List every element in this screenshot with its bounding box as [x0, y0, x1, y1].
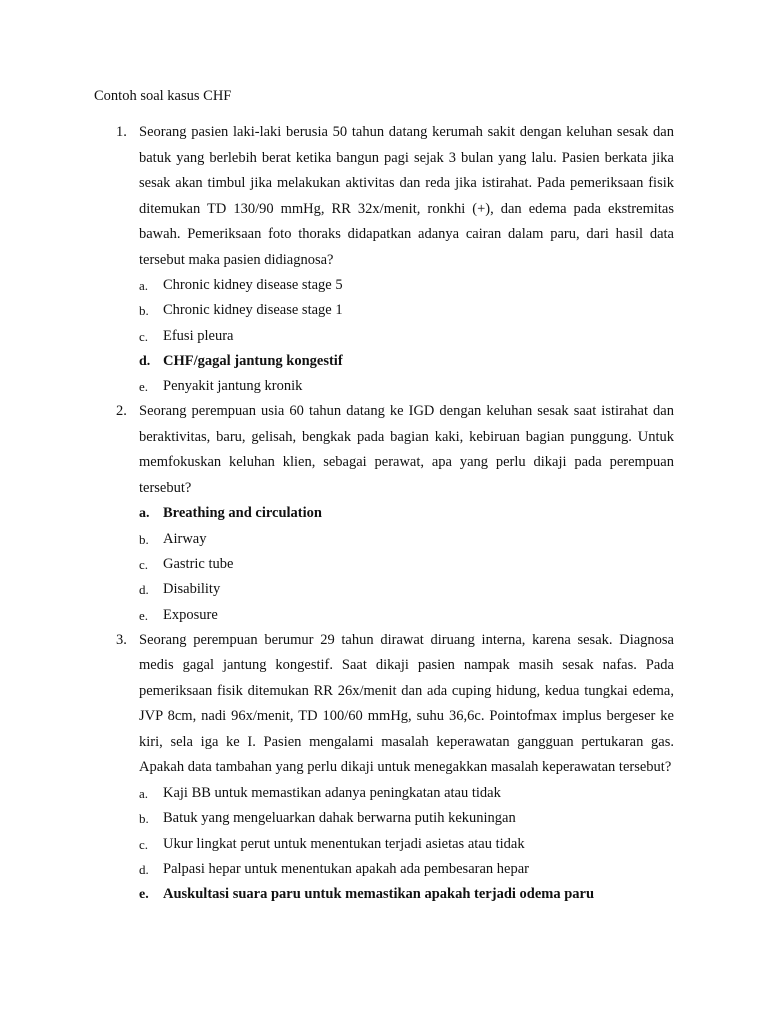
- option-text: Auskultasi suara paru untuk memastikan apakah terjadi odema paru: [163, 886, 595, 903]
- option-text: CHF/gagal jantung kongestif: [163, 352, 343, 369]
- option-letter: d.: [139, 861, 149, 877]
- option-b: [139, 527, 674, 552]
- option-text: Chronic kidney disease stage 5: [163, 277, 343, 293]
- document-title: Contoh soal kasus CHF: [94, 88, 232, 104]
- option-text: Disability: [163, 581, 221, 598]
- answer-options: [139, 273, 674, 399]
- answer-options: [139, 501, 674, 627]
- option-letter: c.: [139, 328, 149, 344]
- option-letter: c.: [139, 557, 149, 573]
- option-d: [139, 577, 674, 602]
- question-text: Seorang pasien laki-laki berusia 50 tahun datang kerumah sakit dengan keluhan sesak dan batuk yang berlebih berat ketika bangun pagi sejak 3 bulan yang lalu. Pasien berkata jika sesak akan timbul jika melakukan aktivitas dan reda jika istirahat. Pada pemeriksaan fisik ditemukan TD 130/90 mmHg, RR 32x/menit, ronkhi (+), dan edema pada ekstremitas bawah. Pemeriksaan foto thoraks didapatkan adanya cairan dalam paru, dari hasil data tersebut maka pasien didiagnosa?: [139, 124, 674, 268]
- option-letter: e.: [139, 887, 149, 903]
- option-letter: e.: [139, 607, 149, 623]
- answer-options: [139, 781, 674, 907]
- question-text: Seorang perempuan berumur 29 tahun dirawat diruang interna, karena sesak. Diagnosa medis gagal jantung kongestif. Saat dikaji pasien nampak masih sesak nafas. Pada pemeriksaan fisik ditemukan RR 26x/menit dan ada cuping hidung, kedua tungkai edema, JVP 8cm, nadi 96x/menit, TD 100/60 mmHg, suhu 36,6c. Pointofmax implus bergeser ke kiri, sela iga ke I. Pasien mengalami masalah keperawatan gangguan pertukaran gas. Apakah data tambahan yang perlu dikaji untuk menegakkan masalah keperawatan tersebut?: [139, 631, 674, 776]
- option-a: [139, 273, 674, 298]
- option-letter: b.: [139, 303, 149, 319]
- option-text: Efusi pleura: [163, 327, 234, 344]
- option-a: [139, 781, 674, 806]
- option-text: Airway: [163, 530, 207, 547]
- option-letter: a.: [139, 785, 149, 801]
- question-text: Seorang perempuan usia 60 tahun datang ke IGD dengan keluhan sesak saat istirahat dan beraktivitas, baru, gelisah, bengkak pada bagian kaki, kebiruan bagian punggung. Untuk memfokuskan keluhan klien, sebagai perawat, apa yang perlu dikaji pada perempuan tersebut?: [139, 403, 674, 496]
- option-e-correct-answer: [139, 882, 674, 907]
- option-letter: d.: [139, 353, 151, 369]
- option-e: [139, 374, 674, 399]
- option-a-correct-answer: [139, 501, 674, 526]
- option-text: Penyakit jantung kronik: [163, 378, 303, 395]
- option-text: Kaji BB untuk memastikan adanya peningkatan atau tidak: [163, 784, 501, 801]
- question-number: 3.: [116, 631, 127, 648]
- option-text: Palpasi hepar untuk menentukan apakah ada pembesaran hepar: [163, 860, 529, 877]
- option-letter: d.: [139, 582, 149, 598]
- option-text: Chronic kidney disease stage 1: [163, 302, 343, 319]
- question-1: [94, 120, 674, 399]
- option-letter: a.: [139, 506, 150, 522]
- option-e: [139, 603, 674, 628]
- option-d-correct-answer: [139, 349, 674, 374]
- option-letter: e.: [139, 379, 149, 395]
- option-c: [139, 832, 674, 857]
- question-2: [94, 399, 674, 627]
- option-letter: b.: [139, 811, 149, 827]
- question-number: 1.: [116, 124, 127, 140]
- option-text: Batuk yang mengeluarkan dahak berwarna putih kekuningan: [163, 810, 516, 827]
- option-text: Gastric tube: [163, 556, 234, 573]
- option-c: [139, 552, 674, 577]
- option-c: [139, 324, 674, 349]
- option-b: [139, 806, 674, 831]
- option-b: [139, 298, 674, 323]
- option-letter: a.: [139, 278, 149, 293]
- option-d: [139, 857, 674, 882]
- option-letter: c.: [139, 836, 149, 852]
- option-text: Ukur lingkat perut untuk menentukan terjadi asietas atau tidak: [163, 835, 525, 852]
- question-number: 2.: [116, 403, 127, 420]
- option-text: Exposure: [163, 606, 218, 623]
- option-text: Breathing and circulation: [163, 505, 322, 522]
- question-3: [94, 628, 674, 907]
- option-letter: b.: [139, 531, 149, 547]
